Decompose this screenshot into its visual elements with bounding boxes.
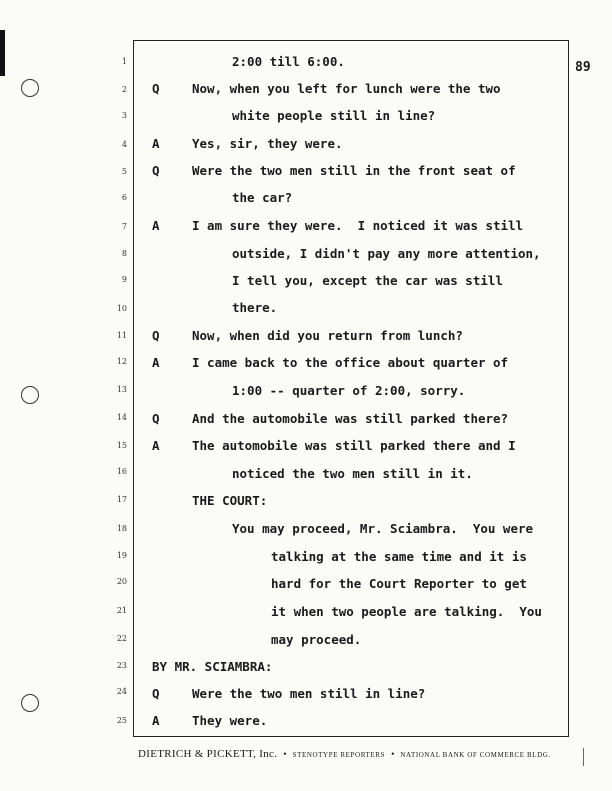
line-number: 5 <box>121 167 127 176</box>
speaker-label: A <box>152 136 160 151</box>
line-number: 20 <box>116 577 127 586</box>
punch-hole <box>21 694 39 712</box>
transcript-line <box>135 134 565 154</box>
transcript-line <box>135 326 565 346</box>
speaker-label: A <box>152 438 160 453</box>
line-text: talking at the same time and it is <box>271 549 527 564</box>
line-number: 15 <box>116 441 127 450</box>
line-number: 24 <box>116 687 127 696</box>
transcript-line <box>135 52 565 72</box>
line-number: 18 <box>116 524 127 533</box>
transcript-line <box>135 298 565 318</box>
line-number: 8 <box>121 249 127 258</box>
line-number: 3 <box>121 111 127 120</box>
speaker-label: A <box>152 713 160 728</box>
transcript-line <box>135 574 565 594</box>
transcript-line <box>135 244 565 264</box>
page-footer: DIETRICH & PICKETT, Inc. • STENOTYPE REPORTERS • NATIONAL BANK OF COMMERCE BLDG. <box>138 748 551 760</box>
line-text: They were. <box>192 713 268 728</box>
transcript-line <box>135 630 565 650</box>
line-text: BY MR. SCIAMBRA: <box>152 659 273 674</box>
line-text: may proceed. <box>271 632 362 647</box>
line-text: there. <box>232 300 278 315</box>
line-text: You may proceed, Mr. Sciambra. You were <box>232 521 534 536</box>
line-text: noticed the two men still in it. <box>232 466 473 481</box>
footer-address: NATIONAL BANK OF COMMERCE BLDG. <box>400 751 551 759</box>
speaker-label: Q <box>152 81 160 96</box>
margin-tick <box>583 748 584 766</box>
speaker-label: Q <box>152 686 160 701</box>
line-number: 10 <box>116 304 127 313</box>
transcript-line <box>135 464 565 484</box>
line-number: 1 <box>121 57 127 66</box>
transcript-line <box>135 161 565 181</box>
transcript-line <box>135 436 565 456</box>
line-number: 14 <box>116 413 127 422</box>
line-number: 19 <box>116 551 127 560</box>
line-text: The automobile was still parked there and I <box>192 438 516 453</box>
transcript-line <box>135 684 565 704</box>
line-text: outside, I didn't pay any more attention, <box>232 246 541 261</box>
line-text: Now, when you left for lunch were the two <box>192 81 501 96</box>
line-text: Yes, sir, they were. <box>192 136 343 151</box>
footer-service: STENOTYPE REPORTERS <box>292 751 386 759</box>
line-number: 16 <box>116 467 127 476</box>
line-number: 4 <box>121 140 127 149</box>
transcript-line <box>135 519 565 539</box>
speaker-label: A <box>152 218 160 233</box>
line-text: white people still in line? <box>232 108 436 123</box>
line-number: 9 <box>121 275 127 284</box>
line-number: 25 <box>116 716 127 725</box>
line-number: 7 <box>121 222 127 231</box>
line-number: 21 <box>116 606 127 615</box>
punch-hole <box>21 79 39 97</box>
binding-mark <box>0 30 5 76</box>
speaker-label: Q <box>152 163 160 178</box>
transcript-line <box>135 409 565 429</box>
transcript-line <box>135 271 565 291</box>
transcript-line <box>135 491 565 511</box>
transcript-line <box>135 547 565 567</box>
transcript-line <box>135 657 565 677</box>
line-text: And the automobile was still parked there? <box>192 411 509 426</box>
page-number: 89 <box>575 60 591 75</box>
line-number: 6 <box>121 193 127 202</box>
transcript-line <box>135 381 565 401</box>
transcript-line <box>135 188 565 208</box>
line-number: 12 <box>116 357 127 366</box>
line-text: the car? <box>232 190 293 205</box>
footer-firm: DIETRICH & PICKETT, Inc. <box>138 748 278 760</box>
transcript-line <box>135 216 565 236</box>
speaker-label: A <box>152 355 160 370</box>
line-number: 17 <box>116 495 127 504</box>
transcript-line <box>135 353 565 373</box>
line-text: I tell you, except the car was still <box>232 273 503 288</box>
line-text: I am sure they were. I noticed it was still <box>192 218 524 233</box>
line-text: Were the two men still in the front seat of <box>192 163 516 178</box>
line-number: 2 <box>121 85 127 94</box>
line-text: Now, when did you return from lunch? <box>192 328 463 343</box>
line-text: 2:00 till 6:00. <box>232 54 345 69</box>
line-text: hard for the Court Reporter to get <box>271 576 527 591</box>
line-text: it when two people are talking. You <box>271 604 542 619</box>
line-number: 22 <box>116 634 127 643</box>
line-number: 23 <box>116 661 127 670</box>
transcript-line <box>135 106 565 126</box>
line-text: I came back to the office about quarter of <box>192 355 509 370</box>
speaker-label: Q <box>152 328 160 343</box>
speaker-label: Q <box>152 411 160 426</box>
line-text: Were the two men still in line? <box>192 686 426 701</box>
line-text: 1:00 -- quarter of 2:00, sorry. <box>232 383 466 398</box>
transcript-line <box>135 711 565 731</box>
line-number: 11 <box>116 331 127 340</box>
line-text: THE COURT: <box>192 493 268 508</box>
transcript-line <box>135 79 565 99</box>
line-number: 13 <box>116 385 127 394</box>
punch-hole <box>21 386 39 404</box>
transcript-line <box>135 602 565 622</box>
